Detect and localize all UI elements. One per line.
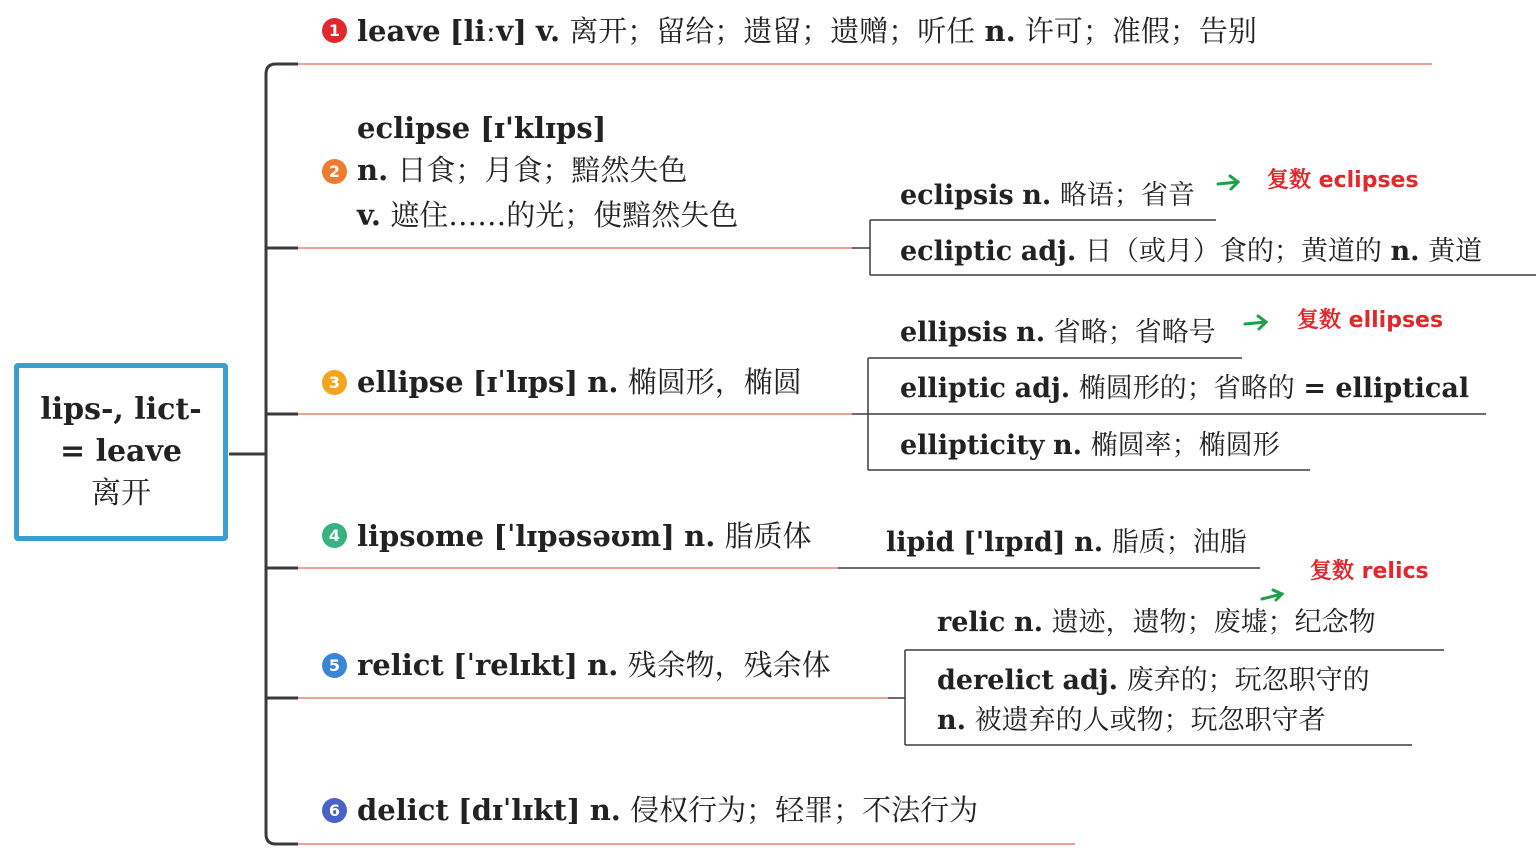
- branch-eclipse-verb: [357, 195, 738, 235]
- related-lipid: [886, 524, 1247, 562]
- related-ellipticity: [900, 427, 1280, 465]
- branch-relict: [357, 645, 831, 685]
- branch-eclipse-noun: [357, 150, 687, 190]
- definition: 被遗弃的人或物；玩忽职守者: [974, 705, 1326, 736]
- headword: ellipse: [357, 365, 464, 399]
- definition: 椭圆率；椭圆形: [1090, 430, 1280, 461]
- related-derelict-adj: [937, 662, 1370, 700]
- phonetic: [dɪˈlɪkt]: [458, 793, 581, 827]
- headword: lipid: [886, 527, 955, 558]
- branch-leave: [357, 11, 1257, 51]
- pos: n.: [1390, 236, 1420, 267]
- definition: 日（或月）食的；黄道的: [1084, 236, 1382, 267]
- related-elliptic: [900, 370, 1469, 408]
- pos: n.: [1053, 430, 1083, 461]
- definition: 侵权行为；轻罪；不法行为: [630, 793, 979, 827]
- pos: n.: [1016, 317, 1046, 348]
- phonetic: [ˈlɪpəsəʊm]: [493, 519, 675, 553]
- number-badge-3: 3: [322, 370, 347, 395]
- root-line-1: lips-, lict-: [40, 392, 202, 427]
- number-badge-4: 4: [322, 523, 347, 548]
- root-line-2: = leave: [59, 434, 183, 469]
- headword: relict: [357, 648, 444, 682]
- plural-note-eclipses: 复数 eclipses: [1267, 168, 1419, 193]
- plural-arrow-icon: [1262, 590, 1282, 600]
- definition: 略语；省音: [1059, 180, 1195, 211]
- headword: relic: [937, 607, 1006, 638]
- plural-arrow-icon: [1218, 176, 1238, 189]
- pos: n.: [1022, 180, 1052, 211]
- definition: 椭圆形，椭圆: [627, 365, 802, 399]
- definition: 遗迹，遗物；废墟；纪念物: [1051, 607, 1376, 638]
- headword: elliptic: [900, 373, 1006, 404]
- pos: adj.: [1062, 665, 1119, 696]
- definition: 椭圆形的；省略的: [1078, 373, 1295, 404]
- root-line-3: 离开: [91, 476, 151, 511]
- definition: 离开；留给；遗留；遗赠；听任: [569, 14, 976, 48]
- pos: adj.: [1014, 373, 1071, 404]
- branch-lipsome: [357, 516, 812, 556]
- definition: 日食；月食；黯然失色: [397, 153, 688, 187]
- definition: 残余物，残余体: [627, 648, 831, 682]
- phonetic: [liːv]: [449, 14, 527, 48]
- definition: 黄道: [1428, 236, 1483, 267]
- headword: derelict: [937, 665, 1054, 696]
- number-badge-1: 1: [322, 18, 347, 43]
- headword: ecliptic: [900, 236, 1013, 267]
- definition: 遮住……的光；使黯然失色: [390, 198, 739, 232]
- definition: 废弃的；玩忽职守的: [1126, 665, 1370, 696]
- pos: v.: [536, 14, 561, 48]
- branch-eclipse-head: eclipse [ɪ'klɪps]: [357, 111, 607, 145]
- pos: n.: [937, 705, 967, 736]
- related-eclipsis: [900, 177, 1195, 215]
- definition: 脂质；油脂: [1111, 527, 1247, 558]
- phonetic: ['lɪpɪd]: [963, 527, 1066, 558]
- headword: eclipsis: [900, 180, 1014, 211]
- pos: n.: [984, 14, 1016, 48]
- definition: 省略；省略号: [1053, 317, 1216, 348]
- plural-note-relics: 复数 relics: [1310, 559, 1429, 584]
- headword: delict: [357, 793, 449, 827]
- headword: ellipticity: [900, 430, 1045, 461]
- plural-arrow-icon: [1245, 316, 1266, 329]
- pos: adj.: [1020, 236, 1077, 267]
- headword: ellipsis: [900, 317, 1008, 348]
- pos: n.: [589, 793, 621, 827]
- phonetic: [ɪˈlɪps]: [472, 365, 579, 399]
- pos: n.: [587, 365, 619, 399]
- phonetic: [ˈrelɪkt]: [453, 648, 578, 682]
- pos: n.: [1074, 527, 1104, 558]
- related-ecliptic: [900, 233, 1482, 271]
- headword: lipsome: [357, 519, 485, 553]
- number-badge-5: 5: [322, 653, 347, 678]
- definition: 许可；准假；告别: [1024, 14, 1257, 48]
- related-ellipsis: [900, 314, 1216, 352]
- headword: leave: [357, 14, 441, 48]
- root-node: [14, 363, 228, 541]
- definition: 脂质体: [724, 519, 812, 553]
- pos: n.: [357, 153, 389, 187]
- plural-note-ellipses: 复数 ellipses: [1297, 308, 1444, 333]
- pos: n.: [587, 648, 619, 682]
- number-badge-2: 2: [322, 159, 347, 184]
- branch-ellipse: [357, 362, 802, 402]
- number-badge-6: 6: [322, 798, 347, 823]
- related-relic: [937, 604, 1376, 642]
- related-derelict-noun: [937, 702, 1326, 740]
- pos: v.: [357, 198, 382, 232]
- branch-delict: [357, 790, 978, 830]
- synonym: = elliptical: [1303, 373, 1470, 404]
- pos: n.: [1013, 607, 1043, 638]
- pos: n.: [684, 519, 716, 553]
